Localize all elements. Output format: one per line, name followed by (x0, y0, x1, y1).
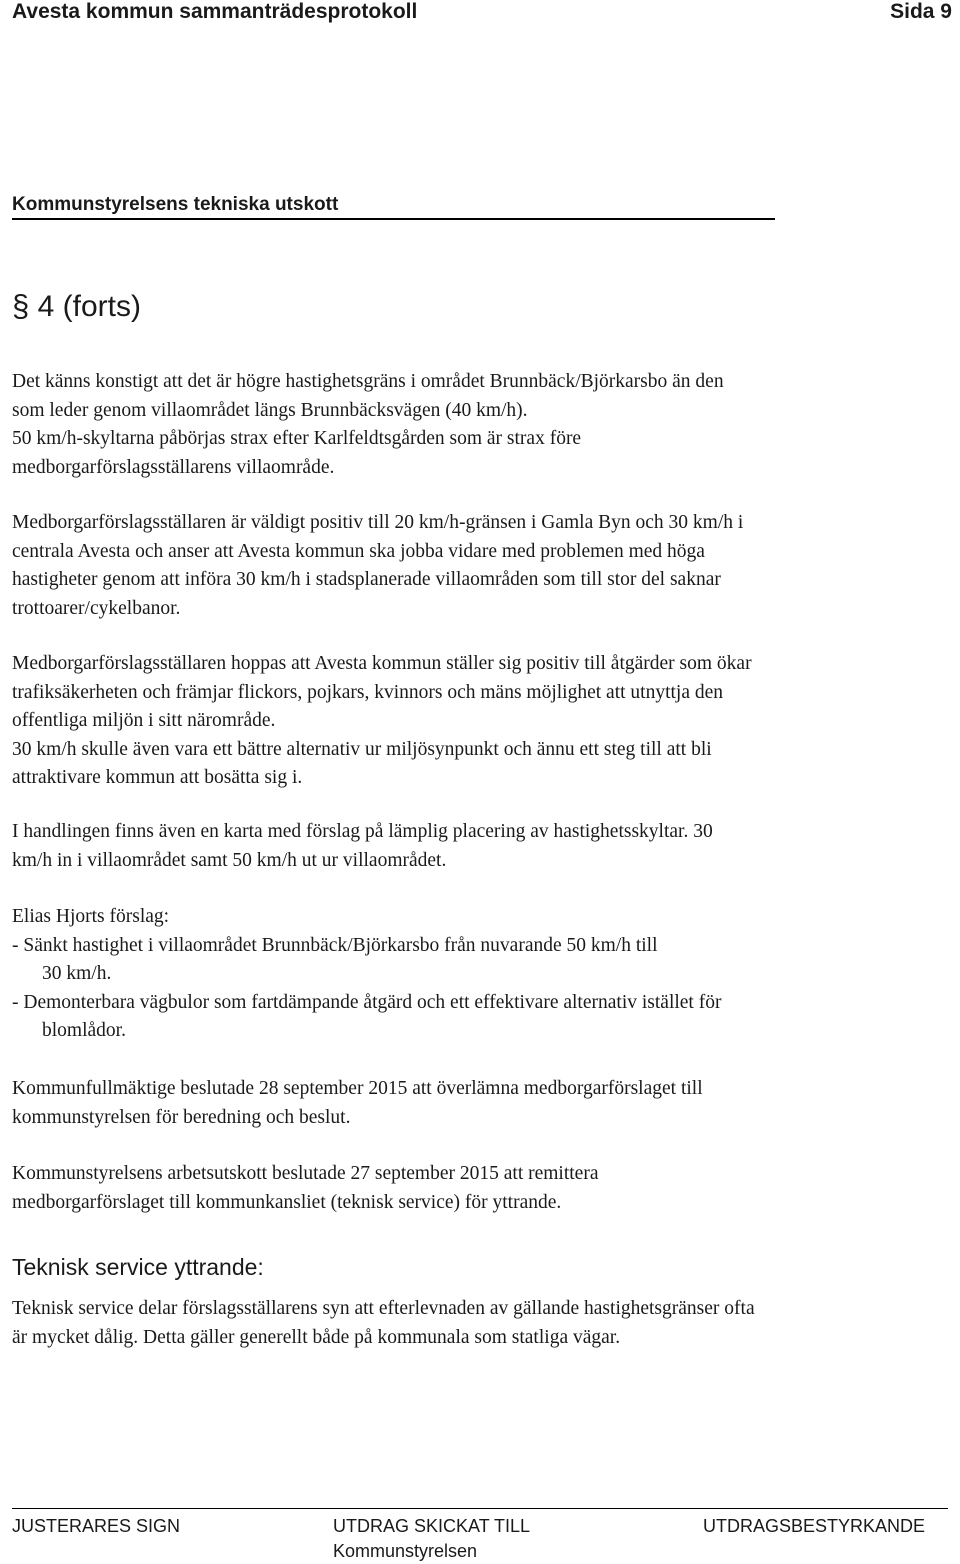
text-line: 30 km/h skulle även vara ett bättre alternativ ur miljösynpunkt och ännu ett steg till att bli (12, 738, 712, 760)
text-line: är mycket dålig. Detta gäller generellt både på kommunala som statliga vägar. (12, 1326, 621, 1348)
footer-sent-recipient: Kommunstyrelsen (333, 1541, 478, 1561)
text-line: I handlingen finns även en karta med förslag på lämplig placering av hastighetsskyltar. 30 (12, 821, 713, 842)
paragraph-proposal-list (12, 903, 721, 1046)
paragraph-technical-service (12, 1295, 755, 1352)
document-title: Avesta kommun sammanträdesprotokoll (12, 0, 418, 23)
text-line: medborgarförslaget till kommunkansliet (teknisk service) för yttrande. (12, 1191, 562, 1213)
text-line: Det känns konstigt att det är högre hastighetsgräns i området Brunnbäck/Björkarsbo än den (12, 371, 724, 392)
text-line: Medborgarförslagsställaren är väldigt positiv till 20 km/h-gränsen i Gamla Byn och 30 km/h i (12, 512, 744, 533)
text-line: kommunstyrelsen för beredning och beslut. (12, 1106, 351, 1128)
committee-name: Kommunstyrelsens tekniska utskott (12, 194, 339, 215)
text-line: trafiksäkerheten och främjar flickors, pojkars, kvinnors och mäns möjlighet att utnyttja den (12, 681, 724, 703)
text-line: attraktivare kommun att bosätta sig i. (12, 767, 303, 789)
committee-underline (12, 218, 775, 220)
list-item-continuation: 30 km/h. (42, 963, 112, 985)
paragraph-map (12, 818, 713, 875)
footer-sign-label: JUSTERARES SIGN (12, 1516, 181, 1536)
subheading: Teknisk service yttrande: (12, 1254, 264, 1280)
text-line: Kommunfullmäktige beslutade 28 september 2015 att överlämna medborgarförslaget till (12, 1078, 703, 1099)
text-line: 50 km/h-skyltarna påbörjas strax efter Karlfeldtsgården som är strax före (12, 428, 582, 450)
page-number: Sida 9 (890, 0, 952, 23)
paragraph-proposer-positive (12, 509, 743, 623)
proposal-heading: Elias Hjorts förslag: (12, 906, 170, 927)
text-line: Kommunstyrelsens arbetsutskott beslutade 27 september 2015 att remittera (12, 1163, 599, 1184)
text-line: medborgarförslagsställarens villaområde. (12, 456, 335, 478)
text-line: centrala Avesta och anser att Avesta kommun ska jobba vidare med problemen med höga (12, 540, 705, 562)
paragraph-council-decision (12, 1075, 703, 1132)
list-item: - Demonterbara vägbulor som fartdämpande åtgärd och ett effektivare alternativ istället för (12, 991, 722, 1013)
list-item: - Sänkt hastighet i villaområdet Brunnbäck/Björkarsbo från nuvarande 50 km/h till (12, 934, 658, 956)
list-item-continuation: blomlådor. (42, 1020, 126, 1042)
text-line: Teknisk service delar förslagsställarens syn att efterlevnaden av gällande hastighetsgränser ofta (12, 1298, 755, 1319)
paragraph-committee-decision (12, 1160, 599, 1217)
footer-divider (12, 1508, 948, 1509)
paragraph-proposer-hopes (12, 650, 752, 793)
paragraph-symbol: § (12, 288, 30, 323)
text-line: som leder genom villaområdet längs Brunnbäcksvägen (40 km/h). (12, 399, 528, 421)
footer-sent-label: UTDRAG SKICKAT TILL (333, 1516, 531, 1536)
text-line: km/h in i villaområdet samt 50 km/h ut ur villaområdet. (12, 849, 447, 871)
section-heading (12, 288, 141, 324)
text-line: Medborgarförslagsställaren hoppas att Avesta kommun ställer sig positiv till åtgärder som ökar (12, 653, 752, 674)
paragraph-background (12, 368, 724, 482)
footer-verify-label: UTDRAGSBESTYRKANDE (703, 1516, 926, 1536)
section-label: 4 (forts) (37, 290, 141, 323)
text-line: trottoarer/cykelbanor. (12, 597, 181, 619)
text-line: offentliga miljön i sitt närområde. (12, 710, 276, 732)
text-line: hastigheter genom att införa 30 km/h i stadsplanerade villaområden som till stor del saknar (12, 569, 721, 591)
